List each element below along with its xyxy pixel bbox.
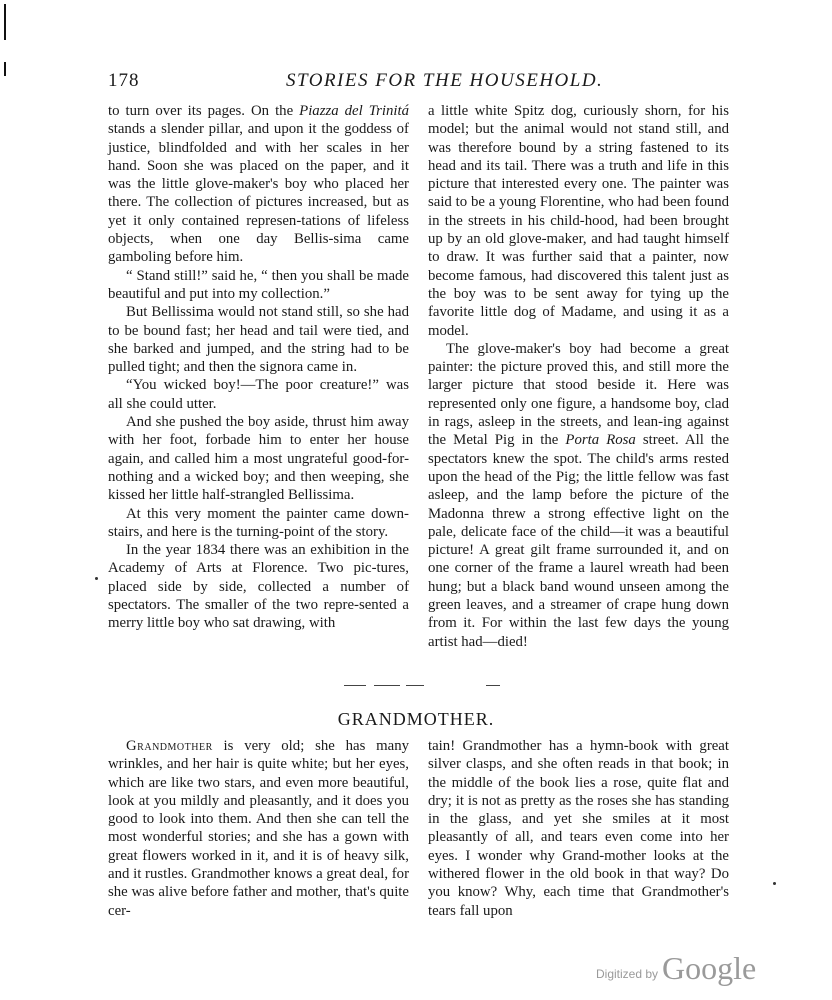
text-column-right-bottom bbox=[428, 737, 729, 920]
paragraph: And she pushed the boy aside, thrust him away with her foot, forbade him to enter her house again, and called him a most ungrateful good-for-nothing and a wicked boy; and then weeping, she kissed her little half-strangled Bellissima. bbox=[108, 414, 409, 504]
scan-edge-mark bbox=[4, 62, 6, 76]
text-column-left-top bbox=[108, 102, 409, 633]
ink-speck bbox=[773, 882, 776, 885]
paragraph: a little white Spitz dog, curiously shorn, for his model; but the animal would not stand still, and was therefore bound by a string fastened to its head and its tail. There was a truth and life in this picture that interested every one. The painter was said to be a young Florentine, who had been found in the streets in his child-hood, had been brought up by an old glove-maker, and had taught himself to draw. It was further said that a painter, now become famous, had discovered this talent just as the boy was to be sent away for tying up the favorite little dog of Madame, and using it as a model. bbox=[428, 103, 729, 339]
running-header bbox=[108, 70, 733, 94]
lead-small-caps: Grandmother bbox=[126, 738, 213, 754]
paragraph: But Bellissima would not stand still, so she had to be bound fast; her head and tail were tied, and she barked and jumped, and the string had to be pulled tight; and then the signora came in. bbox=[108, 304, 409, 376]
paragraph bbox=[108, 737, 409, 920]
paragraph: “You wicked boy!—The poor creature!” was all she could utter. bbox=[108, 377, 409, 412]
text-column-left-bottom bbox=[108, 737, 409, 920]
scan-edge-mark bbox=[4, 4, 6, 40]
paragraph: At this very moment the painter came down-stairs, and here is the turning-point of the story. bbox=[108, 505, 409, 540]
google-logo: Google bbox=[662, 950, 757, 986]
paragraph: In the year 1834 there was an exhibition in the Academy of Arts at Florence. Two pic-tures, placed side by side, collected a number of spectators. The smaller of the two repre-sented a merry little boy who sat drawing, with bbox=[108, 542, 409, 632]
paragraph-text: is very old; she has many wrinkles, and her hair is quite white; but her eyes, which are like two stars, and even more beautiful, look at you mildly and pleasantly, and it does you good to look into them. And then she can tell the most wonderful stories; and she has a gown with great flowers worked in it, and it is of heavy silk, and it rustles. Grandmother knows a great deal, for she was alive before father and mother, that's quite cer- bbox=[108, 738, 409, 919]
running-title: STORIES FOR THE HOUSEHOLD. bbox=[286, 70, 604, 91]
section-divider bbox=[344, 682, 504, 690]
paragraph: tain! Grandmother has a hymn-book with great silver clasps, and she often reads in that book; in the middle of the book lies a rose, quite flat and dry; it is not as pretty as the roses she has standing in the glass, and yet she smiles at it most pleasantly of all, and tears even come into her eyes. I wonder why Grand-mother looks at the withered flower in the old book in that way? Do you know? Why, each time that Grandmother's tears fall upon bbox=[428, 738, 729, 919]
paragraph: to turn over its pages. On the Piazza del Trinitá stands a slender pillar, and upon it the goddess of justice, blindfolded and with her scales in her hand. Soon she was placed on the paper, and it was the little glove-maker's boy who placed her there. The collection of pictures increased, but as yet it only contained represen-tations of lifeless objects, when one day Bellis-sima came gamboling before him. bbox=[108, 103, 409, 266]
text-column-right-top bbox=[428, 102, 729, 651]
page-number: 178 bbox=[108, 70, 140, 91]
ink-speck bbox=[95, 577, 98, 580]
watermark-prefix: Digitized by bbox=[596, 967, 659, 981]
paragraph: The glove-maker's boy had become a great painter: the picture proved this, and still more the larger picture that stood beside it. Here was represented only one figure, a handsome boy, clad in rags, asleep in the streets, and lean-ing against the Metal Pig in the Porta Rosa street. All the spectators knew the spot. The child's arms rested upon the head of the Pig; the little fellow was fast asleep, and the lamp before the picture of the Madonna threw a strong effective light on the pale, delicate face of the child—it was a beautiful picture! A great gilt frame surrounded it, and on one corner of the frame a laurel wreath had been hung; but a black band wound unseen among the green leaves, and a streamer of crape hung down from it. For within the last few days the young artist had—died! bbox=[428, 340, 730, 650]
section-title: GRANDMOTHER. bbox=[337, 709, 495, 729]
paragraph: “ Stand still!” said he, “ then you shall be made beautiful and put into my collection.” bbox=[108, 267, 409, 302]
